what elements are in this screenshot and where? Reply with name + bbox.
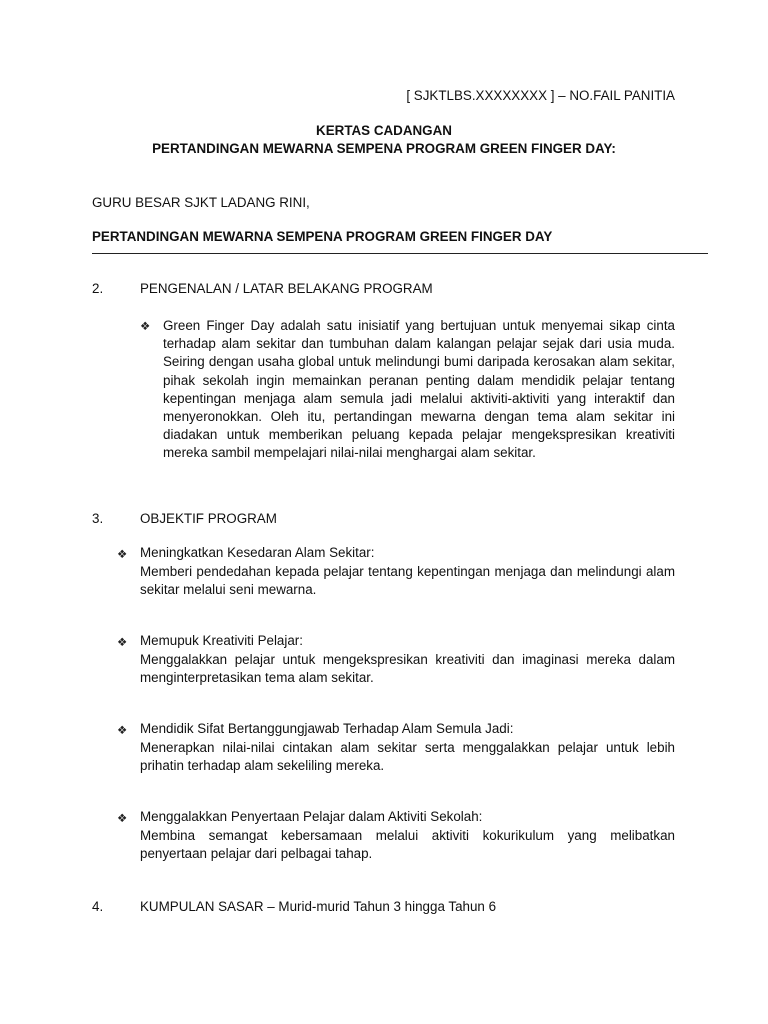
objective-heading: Menggalakkan Penyertaan Pelajar dalam Aktiviti Sekolah: xyxy=(140,809,483,824)
diamond-bullet-icon: ❖ xyxy=(117,723,128,737)
diamond-bullet-icon: ❖ xyxy=(117,811,128,825)
section-2-number: 2. xyxy=(92,281,104,296)
objective-heading: Meningkatkan Kesedaran Alam Sekitar: xyxy=(140,545,375,560)
diamond-bullet-icon: ❖ xyxy=(140,319,151,333)
section-3-number: 3. xyxy=(92,511,104,526)
section-3-title: OBJEKTIF PROGRAM xyxy=(140,511,277,526)
subject-underline-divider xyxy=(92,253,708,254)
diamond-bullet-icon: ❖ xyxy=(117,547,128,561)
section-2-title: PENGENALAN / LATAR BELAKANG PROGRAM xyxy=(140,281,433,296)
document-subtitle: PERTANDINGAN MEWARNA SEMPENA PROGRAM GREEN FINGER DAY: xyxy=(152,141,616,156)
objective-body: Menggalakkan pelajar untuk mengekspresikan kreativiti dan imaginasi mereka dalam menginterpretasikan tema alam sekitar. xyxy=(140,652,675,686)
objective-heading: Mendidik Sifat Bertanggungjawab Terhadap Alam Semula Jadi: xyxy=(140,721,514,736)
objective-body: Menerapkan nilai-nilai cintakan alam sekitar serta menggalakkan pelajar untuk lebih prihatin terhadap alam sekeliling mereka. xyxy=(140,740,675,774)
objective-body: Memberi pendedahan kepada pelajar tentang kepentingan menjaga dan melindungi alam sekitar melalui seni mewarna. xyxy=(140,564,675,598)
section-4-title: KUMPULAN SASAR – Murid-murid Tahun 3 hingga Tahun 6 xyxy=(140,899,497,914)
section-2-paragraph: Green Finger Day adalah satu inisiatif yang bertujuan untuk menyemai sikap cinta terhadap alam sekitar dan tumbuhan dalam kalangan pelajar sejak dari usia muda. Seiring dengan usaha global untuk melindungi bumi daripada kerosakan alam sekitar, pihak sekolah ingin memainkan peranan penting dalam mendidik pelajar tentang kepentingan menjaga alam semula jadi melalui aktiviti-aktiviti yang interaktif dan menyeronokkan. Oleh itu, pertandingan mewarna dengan tema alam sekitar ini diadakan untuk memberikan peluang kepada pelajar mengekspresikan kreativiti mereka sambil mempelajari nilai-nilai menghargai alam sekitar. xyxy=(163,318,675,461)
subject-line: PERTANDINGAN MEWARNA SEMPENA PROGRAM GREEN FINGER DAY xyxy=(92,229,553,244)
objective-heading: Memupuk Kreativiti Pelajar: xyxy=(140,633,303,648)
document-title: KERTAS CADANGAN xyxy=(316,123,452,138)
addressee: GURU BESAR SJKT LADANG RINI, xyxy=(92,195,310,210)
file-reference: [ SJKTLBS.XXXXXXXX ] – NO.FAIL PANITIA xyxy=(406,88,675,103)
section-4-number: 4. xyxy=(92,899,104,914)
objective-body: Membina semangat kebersamaan melalui aktiviti kokurikulum yang melibatkan penyertaan pelajar dari pelbagai tahap. xyxy=(140,828,675,862)
diamond-bullet-icon: ❖ xyxy=(117,635,128,649)
